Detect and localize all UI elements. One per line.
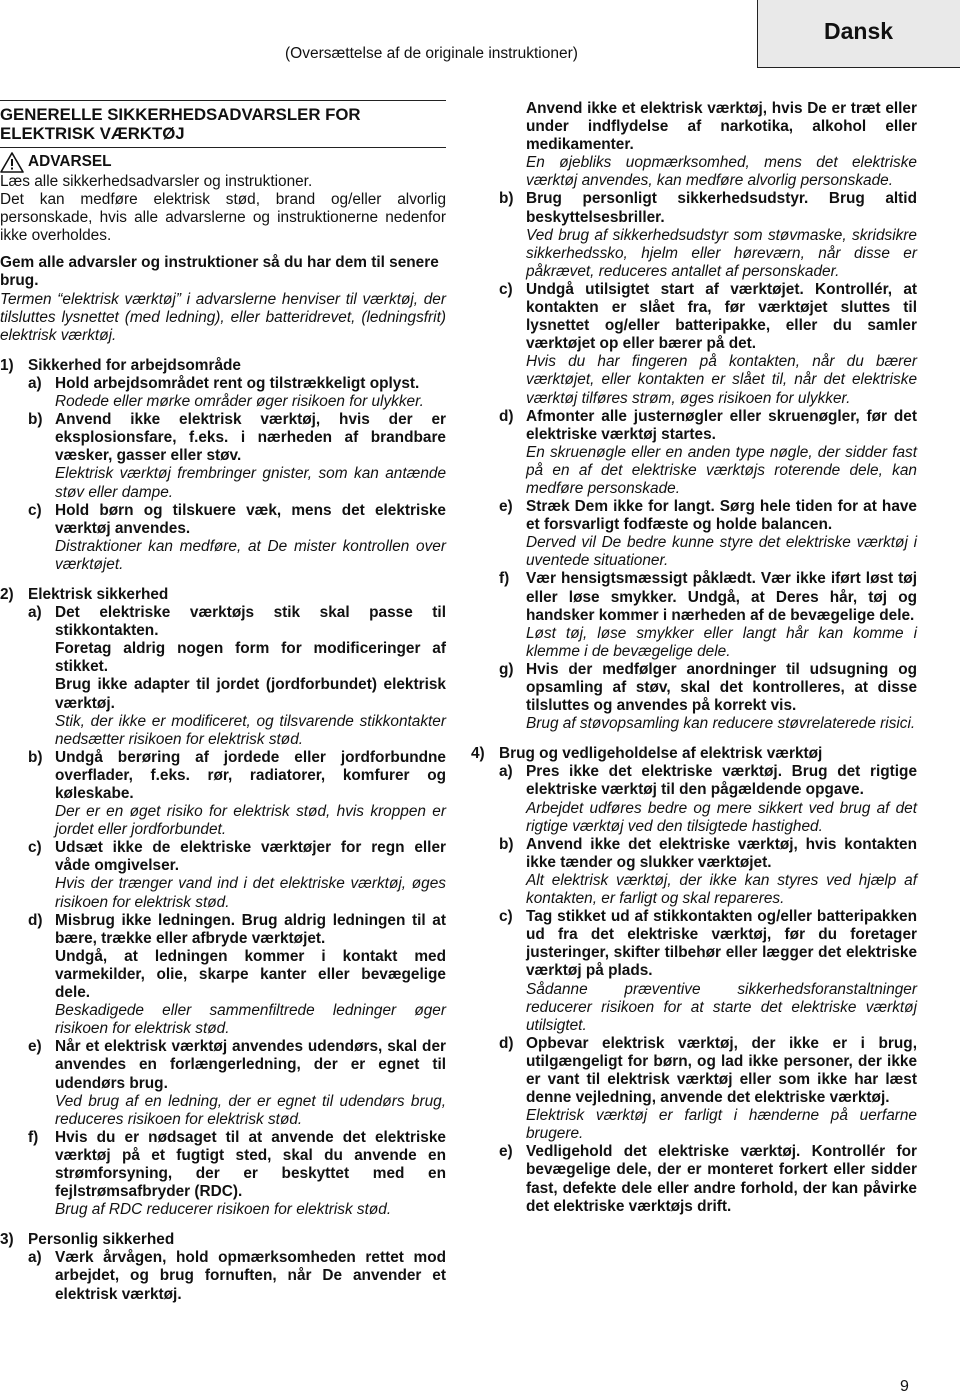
list-item: b) Anvend ikke det elektriske værktøj, hvis kontakten ikke tænder og slukker værktøjet. Alt elektrisk værktøj, der ikke kan styres ved hjælp af kontakten, er farligt og skal repareres. [499,835,917,908]
warning-triangle-icon [0,152,24,173]
left-column [0,100,446,1304]
list-item: b) Undgå berøring af jordede eller jordforbundne overflader, f.eks. rør, radiatorer, komfurer og køleskabe. Der er en øget risiko for elektrisk stød, hvis kroppen er jordet eller jordforbundet. [28,748,446,839]
warning-label: ADVARSEL [28,153,112,171]
right-column [471,100,917,1216]
list-item: e) Vedligehold det elektriske værktøj. Kontrollér for bevægelige dele, der er monteret forkert eller sidder fast, defekte dele eller andre forhold, der kan påvirke det elektriske værktøjs drift. [499,1143,917,1215]
list-item: c) Hold børn og tilskuere væk, mens det elektriske værktøj anvendes. Distraktioner kan medføre, at De mister kontrollen over værktøjet. [28,501,446,573]
list-item: c) Tag stikket ud af stikkontakten og/eller batteripakken ud fra det elektriske værktøj, før du foretager justeringer, skifter tilbehør eller lægger det elektriske værktøj på plads. Sådanne præventive sikkerhedsforanstaltninger reducerer risikoen for at starte det elektriske værktøj utilsigtet. [499,908,917,1034]
list-item: a) Værk årvågen, hold opmærksomheden rettet mod arbejdet, og brug fornuften, når De anvender et elektrisk værktøj. [28,1249,446,1303]
list-item: b) Brug personligt sikkerhedsudstyr. Brug altid beskyttelsesbriller. Ved brug af sikkerhedsudstyr som støvmaske, skridsikre sikkerhedssko, hjelm eller høreværn, når disse er påkrævet, reduceres antallet af personskader. [499,190,917,280]
title-line-1: GENERELLE SIKKERHEDSADVARSLER FOR [0,105,361,124]
list-item: d) Afmonter alle justernøgler eller skruenøgler, før det elektriske værktøj startes. En skruenøgle eller en anden type nøgle, der sidder fast på en af det elektriske værktøjs roterende dele, kan medføre personskade. [499,407,917,497]
list-item: c) Undgå utilsigtet start af værktøjet. Kontrollér, at kontakten er slået fra, før værktøjet sluttes til lysnettet og/eller batteripakke, eller du samler værktøjet op eller bærer på det. Hvis du har fingeren på kontakten, når du bærer værktøjet, eller kontakten er slået til, når det elektriske værktøj tilføres strøm, øges risikoen for ulykker. [499,280,917,407]
list-item-continued: Anvend ikke et elektrisk værktøj, hvis De er træt eller under indflydelse af narkotika, alkohol eller medikamenter. En øjebliks uopmærksomhed, mens det elektriske værktøj anvendes, kan medføre alvorlig personskade. [526,100,917,190]
list-item: d) Opbevar elektrisk værktøj, der ikke er i brug, utilgængeligt for børn, og lad ikke personer, der ikke er vant til elektrisk værktøj eller som ikke har læst denne vejledning, anvende det elektriske værktøj. Elektrisk værktøj er farligt i hænderne på uerfarne brugere. [499,1034,917,1143]
title-line-2: ELEKTRISK VÆRKTØJ [0,123,185,143]
intro-read: Læs alle sikkerhedsadvarsler og instruktioner. [0,173,313,190]
section-heading: 3) Personlig sikkerhed [0,1231,175,1249]
intro-keep: Gem alle advarsler og instruktioner så du har dem til senere brug. [0,254,439,290]
list-item: f) Vær hensigtsmæssigt påklædt. Vær ikke iført løst tøj eller løse smykker. Undgå, at Deres hår, tøj og handsker kommer i nærheden af de bevægelige dele. Løst tøj, løse smykker eller langt hår kan komme i klemme i de bevægelige dele. [499,570,917,660]
list-item: g) Hvis der medfølger anordninger til udsugning og opsamling af støv, skal det kontrolleres, at disse tilsluttes og anvendes på korrekt vis. Brug af støvopsamling kan reducere støvrelaterede risici. [499,660,917,733]
language-label: Dansk [824,18,894,44]
section-title [0,100,446,148]
list-item: b) Anvend ikke elektrisk værktøj, hvis der er eksplosionsfare, f.eks. i nærheden af brandbare væsker, gasser eller støv. Elektrisk værktøj frembringer gnister, som kan antænde støv eller dampe. [28,411,446,501]
list-item: f) Hvis du er nødsaget til at anvende det elektriske værktøj på et fugtigt sted, skal du anvende en strømforsyning, der er beskyttet med en fejlstrømsafbryder (RDC). Brug af RDC reducerer risikoen for elektrisk stød. [28,1128,446,1219]
list-item: d) Misbrug ikke ledningen. Brug aldrig ledningen til at bære, trække eller afbryde værktøjet. Undgå, at ledningen kommer i kontakt med varmekilder, olie, skarpe kanter eller bevægelige dele. Beskadigede eller sammenfiltrede ledninger øger risikoen for elektrisk stød. [28,911,446,1038]
page-number: 9 [900,1378,909,1395]
language-tab [757,0,960,68]
list-item: a) Hold arbejdsområdet rent og tilstrækkeligt oplyst. Rodede eller mørke områder øger risikoen for ulykker. [28,374,424,411]
section-heading: 1) Sikkerhed for arbejdsområde [0,356,241,374]
list-item: e) Stræk Dem ikke for langt. Sørg hele tiden for at have et forsvarligt fodfæste og holde balancen. Derved vil De bedre kunne styre det elektriske værktøj i uventede situationer. [499,498,917,570]
intro-consequence: Det kan medføre elektrisk stød, brand og/eller alvorlig personskade, hvis alle advarslerne og instruktionerne nedenfor ikke overholdes. [0,191,446,245]
translation-note: (Oversættelse af de originale instruktioner) [285,45,578,62]
list-item: a) Det elektriske værktøjs stik skal passe til stikkontakten. Foretag aldrig nogen form for modificeringer af stikket. Brug ikke adapter til jordet (jordforbundet) elektrisk værktøj. Stik, der ikke er modificeret, og tilsvarende stikkontakter nedsætter risikoen for elektrisk stød. [28,604,446,748]
list-item: a) Pres ikke det elektriske værktøj. Brug det rigtige elektriske værktøj til den pågældende opgave. Arbejdet udføres bedre og mere sikkert ved brug af det rigtige værktøj ved den tilsigtede hastighed. [499,763,917,835]
list-item: c) Udsæt ikke de elektriske værktøjer for regn eller våde omgivelser. Hvis der trænger vand ind i det elektriske værktøj, øges risikoen for elektrisk stød. [28,839,446,911]
section-heading: 2) Elektrisk sikkerhed [0,585,169,603]
list-item: e) Når et elektrisk værktøj anvendes udendørs, skal der anvendes en forlængerledning, der er egnet til udendørs brug. Ved brug af en ledning, der er egnet til udendørs brug, reduceres risikoen for elektrisk stød. [28,1038,446,1128]
intro-term: Termen “elektrisk værktøj” i advarslerne henviser til værktøj, der tilsluttes lysnettet (med ledning), eller batteridrevet, (ledningsfrit) elektrisk værktøj. [0,290,446,344]
section-heading: 4) Brug og vedligeholdelse af elektrisk værktøj [471,745,823,763]
warning-heading [0,152,446,173]
